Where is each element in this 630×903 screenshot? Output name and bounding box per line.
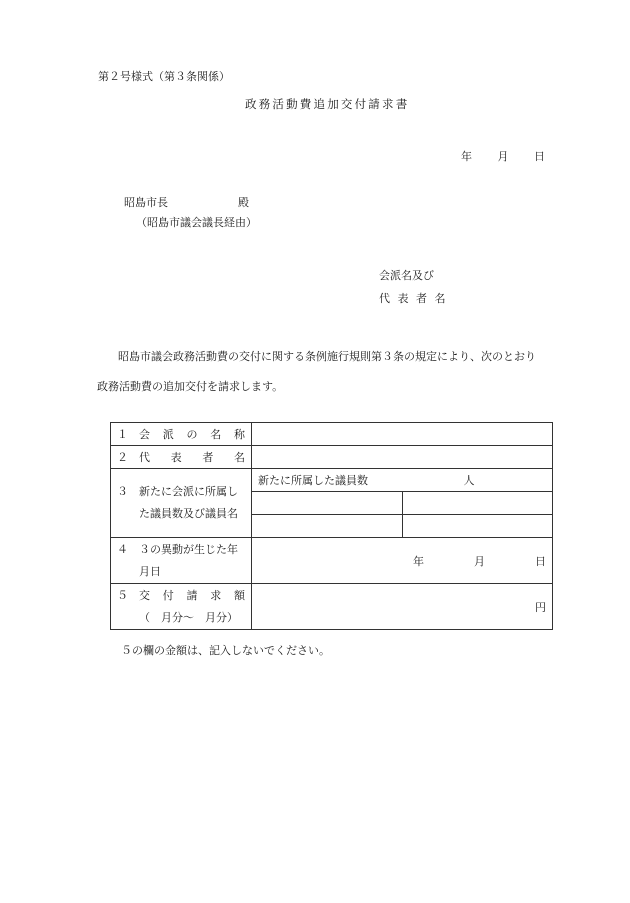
new-member-count-label: 新たに所属した議員数 — [258, 474, 368, 487]
member-name-field[interactable] — [252, 515, 403, 538]
document-title: 政務活動費追加交付請求書 — [245, 97, 410, 111]
member-name-field[interactable] — [403, 492, 553, 515]
label-group-name — [111, 423, 252, 446]
label-char: 代 — [139, 451, 150, 464]
amount-period-label: （ 月分〜 月分） — [139, 610, 238, 624]
label-char: 請 — [186, 588, 198, 602]
label-line1: ３の異動が生じた年 — [139, 542, 238, 556]
row-number: ２ — [117, 451, 128, 464]
label-char: 交 — [139, 588, 150, 602]
label-text — [139, 449, 245, 465]
label-char: 者 — [202, 451, 214, 464]
label-char: 名 — [233, 451, 245, 464]
table-row-change-date — [111, 538, 553, 584]
row-number: ５ — [117, 588, 128, 602]
label-char: 名 — [210, 428, 222, 441]
row-number: ３ — [117, 485, 128, 498]
addressee-via: （昭島市議会議長経由） — [136, 216, 257, 229]
date-line — [461, 148, 545, 164]
body-text-line1: 昭島市議会政務活動費の交付に関する条例施行規則第３条の規定により、次のとおり — [118, 350, 536, 363]
label-char: 求 — [210, 588, 222, 602]
form-number: 第２号様式（第３条関係） — [98, 70, 230, 83]
label-char: 派 — [162, 428, 174, 441]
member-name-field[interactable] — [252, 492, 403, 515]
change-date-field[interactable] — [252, 538, 553, 584]
member-name-field[interactable] — [403, 515, 553, 538]
new-member-count-cell[interactable] — [252, 469, 553, 492]
label-representative — [111, 446, 252, 469]
label-text — [139, 585, 245, 607]
label-line1: 新たに会派に所属し — [139, 485, 238, 498]
amount-field[interactable] — [252, 584, 553, 630]
request-form-table — [110, 422, 553, 630]
representative-field[interactable] — [252, 446, 553, 469]
date-year: 年 — [461, 150, 472, 163]
date-month: 月 — [497, 150, 509, 163]
table-row-amount — [111, 584, 553, 630]
label-line2: た議員数及び議員名 — [139, 507, 238, 520]
label-char: 表 — [170, 451, 182, 464]
change-date-month: 月 — [474, 554, 485, 568]
representative-label: 代 表 者 名 — [379, 292, 448, 305]
label-char: 額 — [234, 588, 245, 602]
change-date-year: 年 — [413, 554, 424, 568]
table-row-group-name — [111, 423, 553, 446]
new-member-count-unit: 人 — [463, 474, 475, 487]
row-number: ４ — [117, 542, 128, 556]
table-row-representative — [111, 446, 553, 469]
group-name-label: 会派名及び — [379, 269, 434, 282]
label-amount — [111, 584, 252, 630]
label-char: 付 — [162, 588, 174, 602]
note-text: ５の欄の金額は、記入しないでください。 — [121, 644, 330, 657]
label-line2: 月日 — [139, 564, 161, 578]
date-day: 日 — [534, 150, 545, 163]
label-change-date — [111, 538, 252, 584]
table-row-new-members — [111, 469, 553, 492]
label-char: の — [186, 428, 198, 441]
change-date-day: 日 — [535, 554, 546, 568]
label-char: 会 — [139, 428, 150, 441]
label-char: 称 — [234, 428, 245, 441]
amount-unit: 円 — [535, 600, 546, 614]
body-text-line2: 政務活動費の追加交付を請求します。 — [97, 380, 284, 393]
row-number: １ — [117, 428, 128, 441]
group-name-field[interactable] — [252, 423, 553, 446]
label-text — [139, 426, 245, 442]
addressee-name: 昭島市長 — [124, 196, 168, 209]
addressee-honorific: 殿 — [238, 196, 249, 209]
label-new-members — [111, 469, 252, 538]
